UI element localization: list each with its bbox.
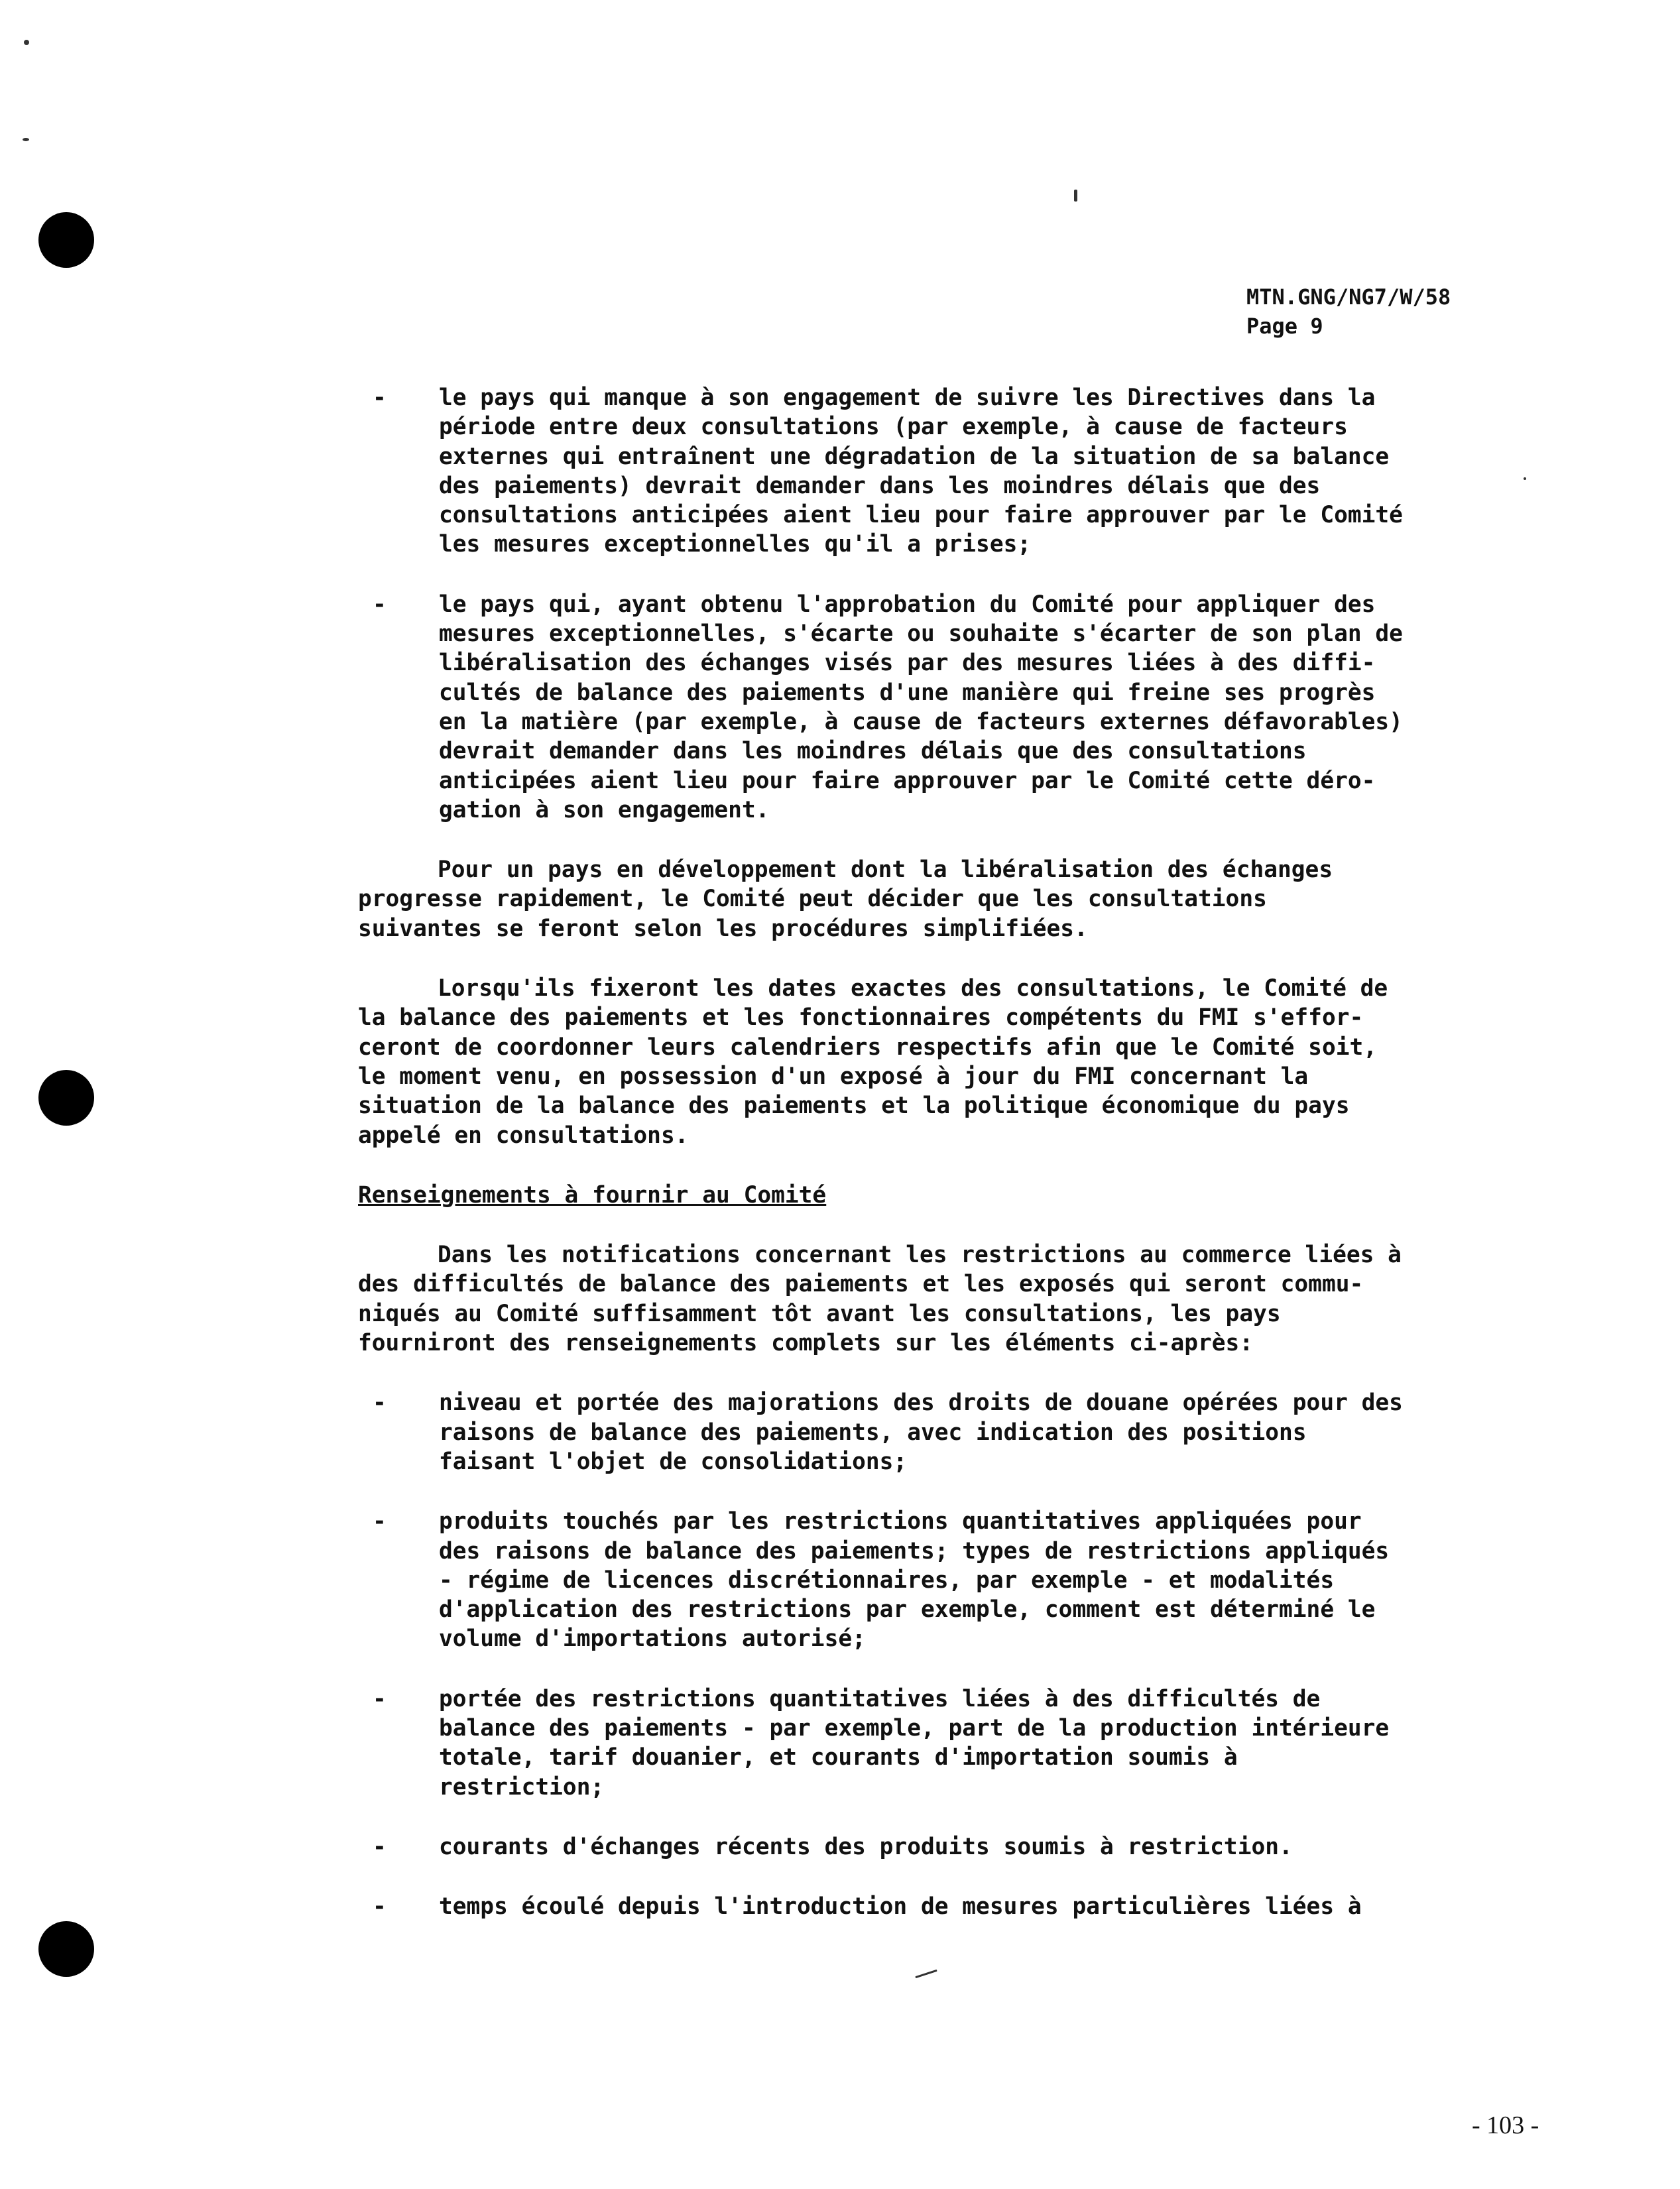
punch-hole-top [38, 212, 94, 268]
section-heading: Renseignements à fournir au Comité [358, 1181, 827, 1209]
list-item-text: courants d'échanges récents des produits soumis à restriction. [439, 1833, 1293, 1860]
page-label: Page 9 [1246, 314, 1323, 339]
list-item-text: produits touchés par les restrictions quantitatives appliquées pour des raisons de balance des paiements; types de restrictions appliqués - régime de licences discrétionnaires, par exemple - et modalités d'application des restrictions par exemple, comment est déterminé le volume d'importations autorisé; [439, 1508, 1390, 1653]
list-item [358, 1685, 1485, 1802]
scan-speck [1074, 190, 1077, 202]
paragraph: Lorsqu'ils fixeront les dates exactes des consultations, le Comité de la balance des paiements et les fonctionnaires compétents du FMI s'effor- ceront de coordonner leurs calendriers respectifs afin que le Comité soit, le moment venu, en possession d'un exposé à jour du FMI concernant la situation de la balance des paiements et la politique économique du pays appelé en consultations. [358, 975, 1388, 1149]
list-item [358, 383, 1485, 560]
scan-speck [915, 1970, 937, 1978]
list-item [358, 1507, 1485, 1653]
list-item [358, 1388, 1485, 1476]
bullet-dash: - [373, 1508, 387, 1535]
bullet-dash: - [373, 1685, 387, 1712]
list-item-text: temps écoulé depuis l'introduction de mesures particulières liées à [439, 1893, 1362, 1921]
bullet-dash: - [373, 385, 387, 411]
list-item-text: le pays qui, ayant obtenu l'approbation du Comité pour appliquer des mesures exceptionnelles, s'écarte ou souhaite s'écarter de son plan de libéralisation des échanges visés par des mesures liées à des diffi- cultés de balance des paiements d'une manière qui freine ses progrès en la matière (par exemple, à cause de facteurs externes défavorables) devrait demander dans les moindres délais que des consultations anticipées aient lieu pour faire approuver par le Comité cette déro- gation à son engagement. [439, 591, 1403, 823]
list-item [358, 1832, 1485, 1862]
list-item [358, 1892, 1485, 1921]
punch-hole-middle [38, 1070, 94, 1126]
bullet-dash: - [373, 1390, 387, 1417]
document-header [1246, 282, 1451, 341]
punch-hole-bottom [38, 1921, 94, 1977]
scan-speck [24, 40, 29, 45]
scan-speck [1524, 477, 1526, 480]
paragraph: Pour un pays en développement dont la libéralisation des échanges progresse rapidement, le Comité peut décider que les consultations suivantes se feront selon les procédures simplifiées. [358, 857, 1333, 942]
bullet-dash: - [373, 591, 387, 618]
paragraph: Dans les notifications concernant les restrictions au commerce liées à des difficultés de balance des paiements et les exposés qui seront commu- niqués au Comité suffisamment tôt avant les consultations, les pays fourniront des renseignements complets sur les éléments ci-après: [358, 1242, 1402, 1357]
list-item-text: niveau et portée des majorations des droits de douane opérées pour des raisons de balance des paiements, avec indication des positions faisant l'objet de consolidations; [439, 1390, 1403, 1475]
list-item-text: le pays qui manque à son engagement de suivre les Directives dans la période entre deux consultations (par exemple, à cause de facteurs externes qui entraînent une dégradation de la situation de sa balance des paiements) devrait demander dans les moindres délais que des consultations anticipées aient lieu pour faire approuver par le Comité les mesures exceptionnelles qu'il a prises; [439, 385, 1403, 558]
scan-speck [23, 138, 29, 141]
document-reference: MTN.GNG/NG7/W/58 [1246, 284, 1451, 310]
document-body [358, 383, 1485, 1952]
list-item-text: portée des restrictions quantitatives liées à des difficultés de balance des paiements - par exemple, part de la production intérieure totale, tarif douanier, et courants d'importation soumis à restriction; [439, 1685, 1390, 1801]
list-item [358, 590, 1485, 825]
bullet-dash: - [373, 1893, 387, 1921]
page-number: - 103 - [1472, 2111, 1539, 2139]
bullet-dash: - [373, 1833, 387, 1860]
